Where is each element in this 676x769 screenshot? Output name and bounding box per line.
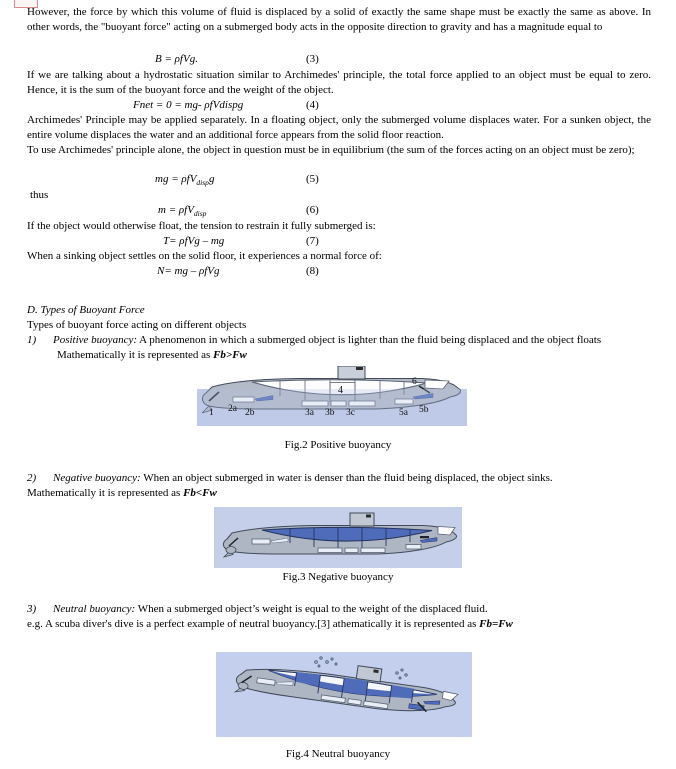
equation-7-expression: T= ρfVg – mg (163, 235, 225, 247)
equation-3-number: (3) (306, 53, 319, 65)
list-marker: 1) (27, 334, 37, 346)
neutral-example-line: e.g. A scuba diver's dive is a perfect example of neutral buoyancy.[3] athematically it is represented as Fb=Fw (27, 618, 513, 630)
label-2b: 2b (245, 408, 255, 418)
label-5a: 5a (399, 408, 408, 418)
tower-mark (356, 367, 363, 370)
thus-label: thus (30, 189, 49, 201)
stern-pod (226, 547, 236, 554)
positive-math-line: Mathematically it is represented as Fb>Fw (57, 349, 247, 361)
submarine-neutral-illustration (216, 652, 472, 737)
figure-positive-buoyancy (197, 366, 467, 429)
equation-8 (0, 264, 676, 280)
list-marker: 2) (27, 472, 37, 484)
equation-3-expression: B = ρfVg. (155, 53, 198, 65)
label-2a: 2a (228, 404, 237, 414)
tower-mark (366, 515, 371, 518)
equation-3 (0, 52, 676, 68)
figure-negative-buoyancy (214, 507, 462, 571)
paragraph-buoyant-force: However, the force by which this volume of fluid is displaced by a solid of exactly the same shape must be exactly the same as above. In other words, the "buoyant force" acting on a submerged body acts in the opposite direction to gravity and has a magnitude equal to (27, 6, 651, 34)
equation-7-number: (7) (306, 235, 319, 247)
equation-4-number: (4) (306, 99, 319, 111)
equation-5 (0, 172, 676, 188)
label-4: 4 (338, 385, 343, 396)
label-3a: 3a (305, 408, 314, 418)
list-item-positive: 1) Positive buoyancy: A phenomenon in which a submerged object is lighter than the fluid being displaced and the object floats (27, 333, 651, 348)
label-5b: 5b (419, 405, 429, 415)
figure-neutral-buoyancy (216, 652, 472, 740)
list-item-neutral: 3) Neutral buoyancy: When a submerged object’s weight is equal to the weight of the displaced fluid. (27, 602, 651, 617)
fb-gt-fw-expression: Fb>Fw (213, 349, 247, 361)
bow-dash (420, 536, 429, 538)
equation-7 (0, 234, 676, 250)
equation-8-expression: N= mg – ρfVg (157, 265, 220, 277)
equation-6-number: (6) (306, 204, 319, 216)
paragraph-archimedes: Archimedes' Principle may be applied separately. In a floating object, only the submerged volume displaces water. For a sunken object, the entire volume displaces the water and an additional force appears from the solid floor reaction. (27, 114, 651, 142)
equation-6-expression: m = ρfV$_{disp}$ (158, 204, 207, 219)
equation-4 (0, 98, 676, 114)
equation-6 (0, 203, 676, 219)
label-1: 1 (209, 408, 214, 418)
figure-2-caption: Fig.2 Positive buoyancy (284, 439, 392, 451)
paragraph-normal-force: When a sinking object settles on the solid floor, it experiences a normal force of: (27, 250, 382, 262)
fb-eq-fw-expression: Fb=Fw (479, 618, 513, 630)
submarine-sunken-illustration (214, 507, 462, 568)
label-6: 6 (412, 377, 417, 387)
equation-4-expression: Fnet = 0 = mg- ρfVdispg (133, 99, 244, 111)
label-3b: 3b (325, 408, 335, 418)
figure-3-caption: Fig.3 Negative buoyancy (282, 571, 394, 583)
figure-4-caption: Fig.4 Neutral buoyancy (285, 748, 391, 760)
paragraph-equilibrium: To use Archimedes' principle alone, the object in question must be in equilibrium (the sum of the forces acting on an object must be zero); (27, 144, 635, 156)
conning-tower (356, 666, 382, 682)
fb-lt-fw-expression: Fb<Fw (183, 487, 217, 499)
paragraph-tension: If the object would otherwise float, the tension to restrain it fully submerged is: (27, 220, 376, 232)
label-3c: 3c (346, 408, 355, 418)
list-marker: 3) (27, 603, 37, 615)
equation-5-expression: mg = ρfV$_{disp}$g (155, 173, 215, 188)
submarine-floating-illustration (197, 366, 467, 426)
paragraph-hydrostatic: If we are talking about a hydrostatic situation similar to Archimedes' principle, the total force applied to an object must be equal to zero. Hence, it is the sum of the buoyant force and the weight of the object. (27, 69, 651, 97)
negative-math-line: Mathematically it is represented as Fb<Fw (27, 487, 217, 499)
section-subheading: Types of buoyant force acting on different objects (27, 319, 247, 331)
section-heading: D. Types of Buoyant Force (27, 304, 145, 316)
equation-8-number: (8) (306, 265, 319, 277)
list-item-negative: 2) Negative buoyancy: When an object submerged in water is denser than the fluid being displaced, the object sinks. (27, 471, 651, 486)
equation-5-number: (5) (306, 173, 319, 185)
